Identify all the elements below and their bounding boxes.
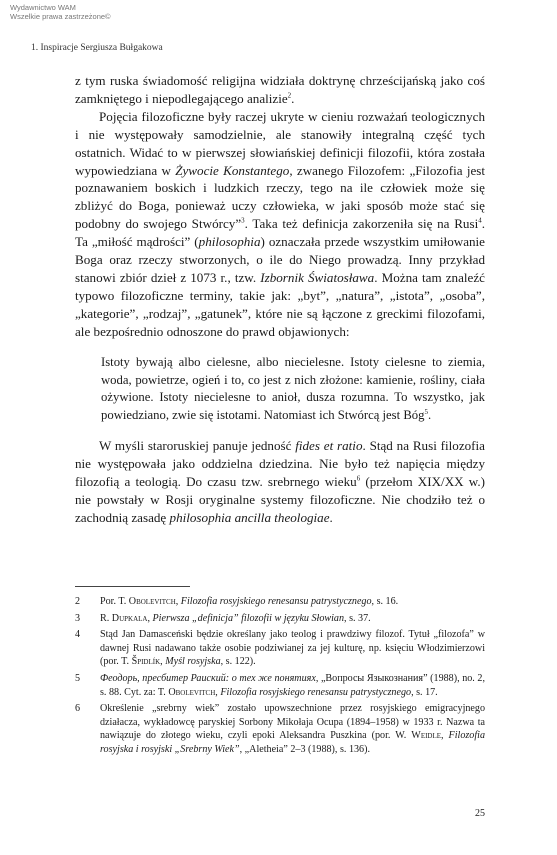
footnote-separator	[75, 586, 190, 587]
footnote-number: 5	[75, 672, 81, 684]
footnote-ref: 5	[424, 408, 428, 417]
block-quote	[101, 354, 485, 426]
page-number: 25	[475, 808, 485, 819]
paragraph-3: W myśli staroruskiej panuje jedność fides et ratio. Stąd na Rusi filozofia nie występowała jako oddzielna dziedzina. Nie było też napięcia między filozofią a teologią. Do czasu tzw. srebrnego wieku$^6$ (przełom XIX/XX w.) nie powstały w Rosji oryginalne systemy filozoficzne. Nie chodziło też o zachodnią zasadę philosophia ancilla theologiae.	[75, 438, 485, 525]
footnote-ref: 3	[241, 216, 245, 225]
footnote-text: Określenie „srebrny wiek” zostało upowszechnione przez rosyjskiego emigracyjnego działacza, wykładowcę paryskiej Sorbony Mikołaja Ocupa (1894–1958) w 1933 r. Nazwa ta nawiązuje do złotego wieku, czyli epoki Aleksandra Puszkina (por. W. Weidle, Filozofia rosyjska i rosyjski „Srebrny Wiek”, „Aletheia” 2–3 (1988), s. 136).	[100, 703, 485, 755]
footnote-number: 2	[75, 596, 81, 607]
footnote-2	[75, 595, 485, 609]
footnote-number: 4	[75, 629, 81, 641]
footnote-text: Por. T. Obolevitch, Filozofia rosyjskiego renesansu patrystycznego, s. 16.	[100, 596, 399, 607]
footnote-4	[75, 628, 485, 669]
copyright-notice: Wszelkie prawa zastrzeżone©	[10, 12, 111, 21]
publisher-watermark	[10, 3, 111, 21]
running-head: 1. Inspiracje Sergiusza Bułgakowa	[31, 43, 163, 53]
footnote-text: Stąd Jan Damasceński będzie określany jako teolog i prawdziwy filozof. Tytuł „filozofa” w dawnej Rusi nadawano także osobie podziwianej za jej kulturę, np. księciu Włodzimierzowi (por. T. Špidlík, Myśl rosyjska, s. 122).	[100, 629, 485, 668]
main-text	[75, 72, 485, 527]
footnote-6	[75, 702, 485, 756]
paragraph-2: Pojęcia filozoficzne były raczej ukryte w cieniu rozważań teologicznych i nie występowały samodzielnie, ale stanowiły integralną część tych ostatnich. Widać to w pierwszej słowiańskiej definicji filozofii, która została wypowiedziana w Żywocie Konstantego, zwanego Filozofem: „Filozofia jest poznawaniem boskich i ludzkich rzeczy, tego na ile człowiek może się zbliżyć do Boga, ponieważ uczy człowieka, w jaki sposób może stać się podobny do swojego Stwórcy”$^3$. Taka też definicja zakorzeniła się na Rusi$^4$. Ta „miłość mądrości” (philosophia) oznaczała przede wszystkim umiłowanie Boga oraz rzeczy stworzonych, o ile do Niego prowadzą. Inny przykład stanowi zbiór dzieł z 1073 r., tzw. Izbornik Światosława. Można tam znaleźć typowo filozoficzne terminy, takie jak: „byt”, „natura”, „istota”, „osoba”, „kategorie”, „rodzaj”, „gatunek”, które nie są łączone z greckimi filozofami, ale bezpośrednio odnoszone do prawd objawionych:	[75, 108, 486, 339]
footnote-text: R. Dupkala, Pierwsza „definicja” filozofii w języku Słowian, s. 37.	[100, 612, 371, 624]
footnote-number: 3	[75, 612, 81, 624]
footnote-ref: 6	[356, 474, 361, 483]
quote-text: Istoty bywają albo cielesne, albo niecielesne. Istoty cielesne to ziemia, woda, powietrze, ogień i to, co jest z nich złożone: kamienie, rośliny, ciała ożywione. Istoty niecielesne to anioł, dusza rozumna. To wszystko, jak powiedziano, zwie się istotami. Natomiast ich Stwórcą jest Bóg$^5$.	[101, 354, 485, 423]
footnote-text: Феодорь, пресбитер Раиский: о тех же понятиях, „Вопросы Языкознания” (1988), no. 2, s. 88. Cyt. za: T. Obolevitch, Filozofia rosyjskiego renesansu patrystycznego, s. 17.	[100, 672, 486, 698]
footnotes	[75, 595, 485, 757]
footnote-5	[75, 672, 485, 699]
publisher-name: Wydawnictwo WAM	[10, 3, 76, 12]
footnote-3	[75, 612, 485, 626]
footnote-number: 6	[75, 703, 81, 715]
paragraph-1: z tym ruska świadomość religijna widziała doktrynę chrześcijańską jako coś zamkniętego i niepodlegającego analizie$^2$.	[75, 73, 485, 106]
footnote-ref: 4	[478, 216, 482, 225]
footnote-ref: 2	[287, 91, 292, 100]
